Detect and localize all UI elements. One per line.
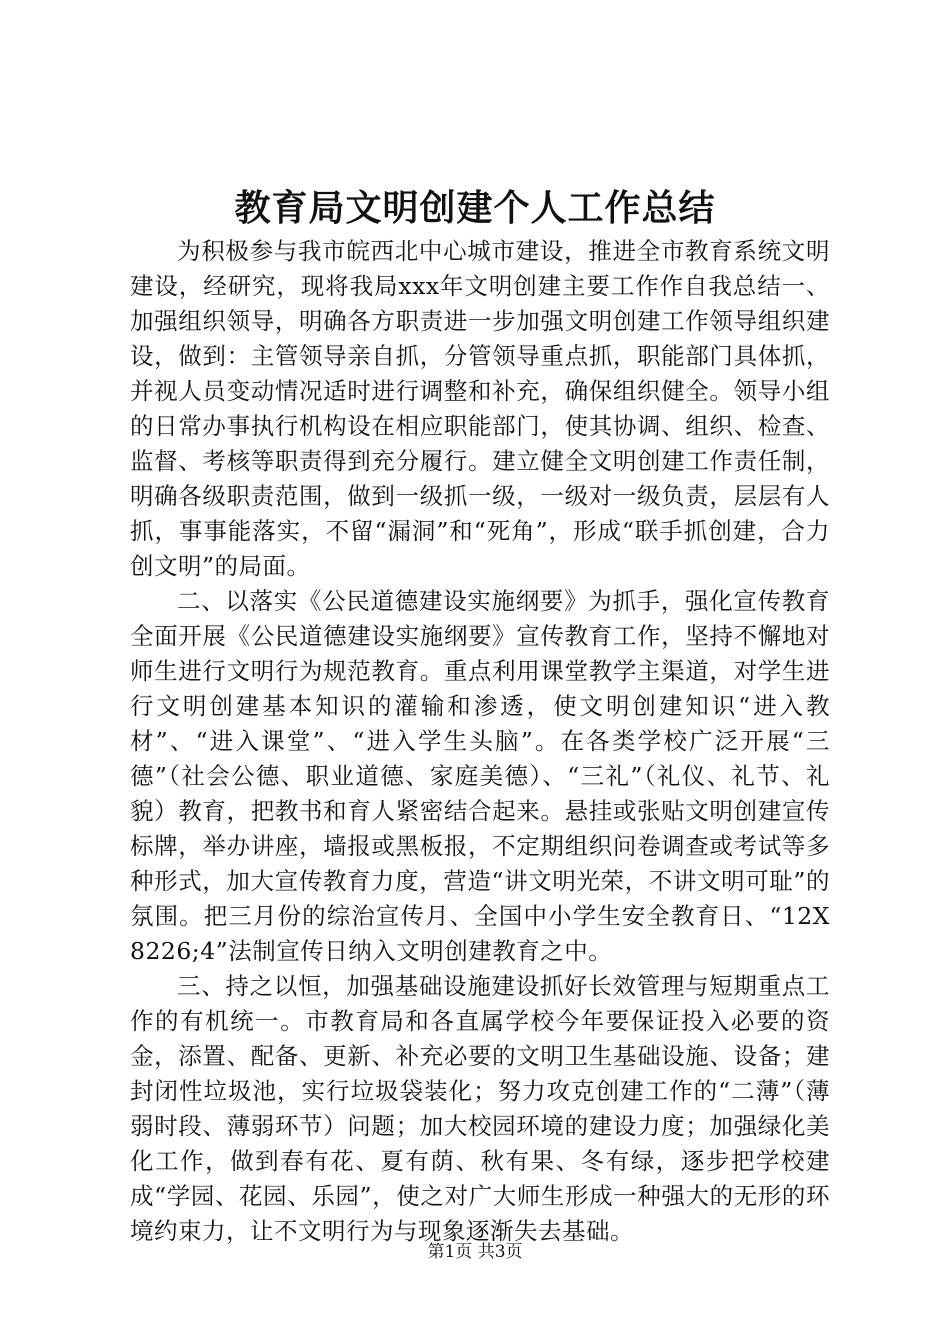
- paragraph-3: 三、持之以恒，加强基础设施建设抓好长效管理与短期重点工作的有机统一。市教育局和各直属学校今年要保证投入必要的资金，添置、配备、更新、补充必要的文明卫生基础设施、设备；建封闭性垃圾池，实行垃圾袋装化；努力攻克创建工作的“二薄”（薄弱时段、薄弱环节）问题；加大校园环境的建设力度；加强绿化美化工作，做到春有花、夏有荫、秋有果、冬有绿，逐步把学校建成“学园、花园、乐园”，使之对广大师生形成一种强大的无形的环境约束力，让不文明行为与现象逐渐失去基础。: [130, 972, 830, 1245]
- paragraph-2: 二、以落实《公民道德建设实施纲要》为抓手，强化宣传教育全面开展《公民道德建设实施纲要》宣传教育工作，坚持不懈地对师生进行文明行为规范教育。重点利用课堂教学主渠道，对学生进行文明创建基本知识的灌输和渗透，使文明创建知识“进入教材”、“进入课堂”、“进入学生头脑”。在各类学校广泛开展“三德”（社会公德、职业道德、家庭美德）、“三礼”（礼仪、礼节、礼貌）教育，把教书和育人紧密结合起来。悬挂或张贴文明创建宣传标牌，举办讲座，墙报或黑板报，不定期组织问卷调查或考试等多种形式，加大宣传教育力度，营造“讲文明光荣，不讲文明可耻”的氛围。把三月份的综治宣传月、全国中小学生安全教育日、“12X8226;4”法制宣传日纳入文明创建教育之中。: [130, 587, 830, 965]
- paragraph-1: 为积极参与我市皖西北中心城市建设，推进全市教育系统文明建设，经研究，现将我局xxx年文明创建主要工作作自我总结一、加强组织领导，明确各方职责进一步加强文明创建工作领导组织建设，做到：主管领导亲自抓，分管领导重点抓，职能部门具体抓，并视人员变动情况适时进行调整和补充，确保组织健全。领导小组的日常办事执行机构设在相应职能部门，使其协调、组织、检查、监督、考核等职责得到充分履行。建立健全文明创建工作责任制，明确各级职责范围，做到一级抓一级，一级对一级负责，层层有人抓，事事能落实，不留“漏洞”和“死角”，形成“联手抓创建，合力创文明”的局面。: [130, 237, 830, 580]
- document-title: 教育局文明创建个人工作总结: [234, 187, 716, 229]
- document-body: [130, 234, 830, 1249]
- page-footer: 第1页 共3页: [427, 1242, 523, 1262]
